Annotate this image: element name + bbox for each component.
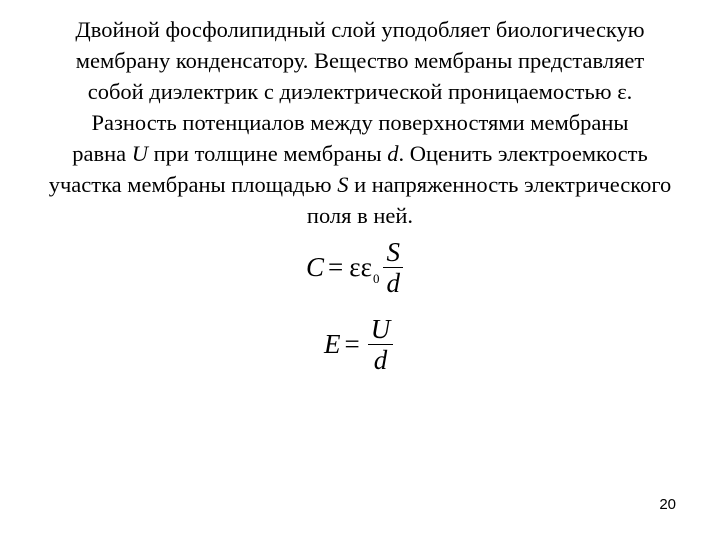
fraction-numerator: S [386, 237, 400, 267]
problem-line-7: поля в ней. [306, 203, 414, 228]
problem-statement [10, 14, 710, 231]
problem-line-5-part-c: . Оценить электроемкость [398, 141, 648, 166]
voltage-over-thickness-fraction [368, 314, 394, 375]
variable-u: U [131, 141, 149, 166]
problem-line-6-part-a: участка мембраны площадью [48, 172, 338, 197]
problem-line-1: Двойной фосфолипидный слой уподобляет биологическую [75, 17, 645, 42]
permittivity-coefficient: εε [349, 252, 372, 283]
problem-line-4: Разность потенциалов между поверхностями мембраны [91, 110, 629, 135]
problem-line-2: мембрану конденсатору. Вещество мембраны представляет [75, 48, 645, 73]
variable-s: S [337, 172, 349, 197]
capacitance-formula [306, 237, 403, 298]
equals-sign: = [344, 329, 360, 360]
capacitance-symbol: C [306, 252, 325, 283]
fraction-denominator: d [386, 268, 400, 299]
problem-line-5 [10, 138, 710, 169]
field-strength-formula [324, 314, 393, 375]
variable-d: d [387, 141, 399, 166]
area-over-thickness-fraction [383, 237, 403, 298]
problem-line-6-part-b: и напряженность электрического [348, 172, 672, 197]
problem-line-5-part-b: при толщине мембраны [148, 141, 388, 166]
page-number: 20 [659, 496, 676, 513]
fraction-numerator: U [370, 314, 391, 344]
problem-line-5-part-a: равна [72, 141, 132, 166]
field-strength-symbol: E [324, 329, 341, 360]
fraction-denominator: d [373, 345, 388, 376]
equals-sign: = [328, 252, 344, 283]
problem-line-3: собой диэлектрик с диэлектрической проницаемостью ε. [87, 79, 633, 104]
permittivity-subscript: 0 [372, 270, 380, 286]
problem-line-6 [10, 169, 710, 200]
